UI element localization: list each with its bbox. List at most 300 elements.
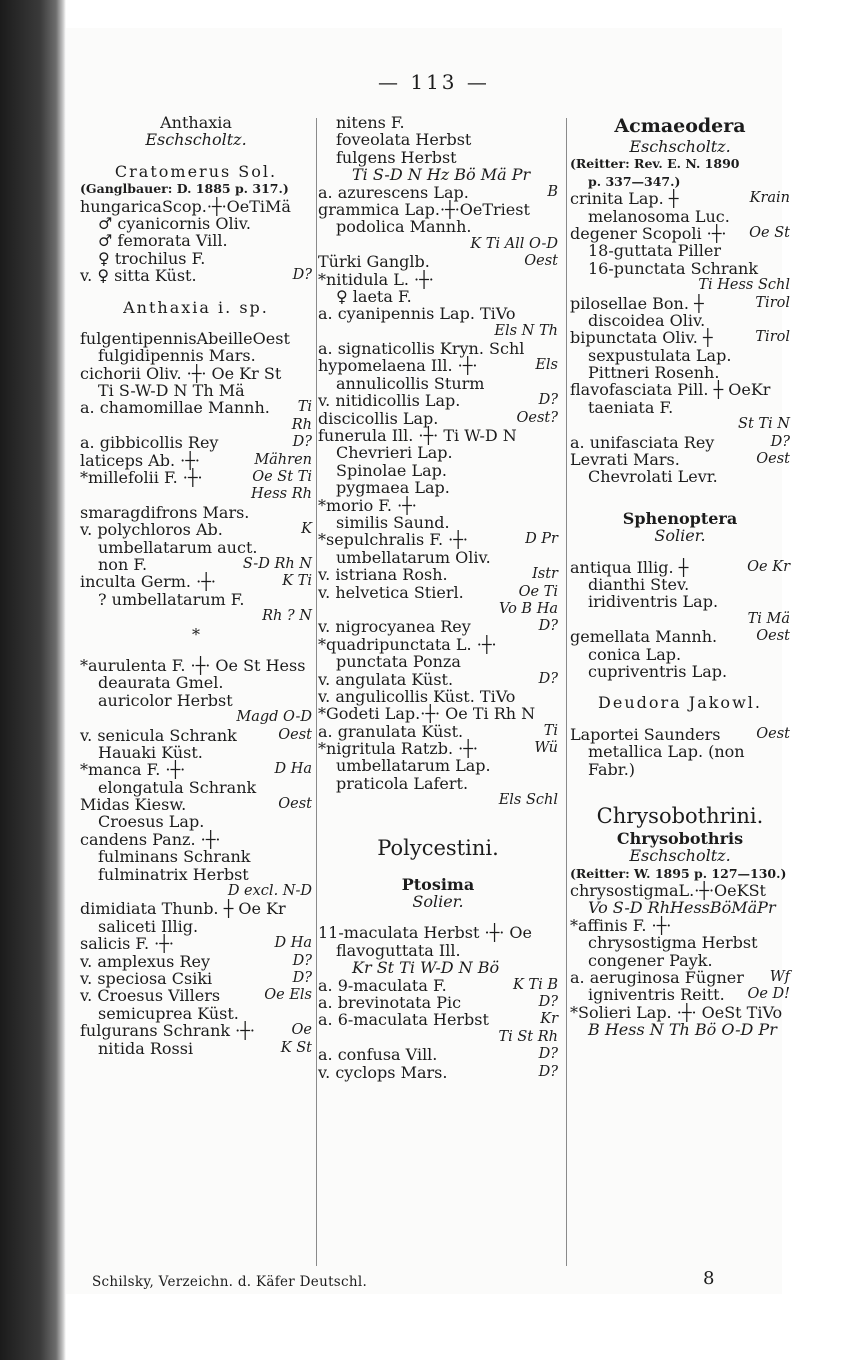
catalog-line: [318, 942, 558, 959]
entry-text: ♂ cyanicornis Oliv.: [98, 213, 251, 233]
catalog-line: [318, 166, 558, 183]
entry-text: v. Croesus Villers: [80, 986, 221, 1006]
catalog-line: [570, 593, 790, 610]
entry-text: umbellatarum Lap.: [336, 756, 491, 776]
entry-text: (Reitter: W. 1895 p. 127—130.): [570, 865, 787, 881]
distribution-text: Wf: [769, 969, 790, 986]
entry-text: v. ♀ sitta Küst.: [80, 266, 197, 286]
entry-text: crinita Lap. ┼: [570, 189, 679, 209]
catalog-line: [318, 740, 558, 757]
distribution-text: Els N Th: [494, 322, 558, 339]
catalog-line: [318, 184, 558, 201]
entry-text: a. 9-maculata F.: [318, 975, 447, 995]
footer-citation: Schilsky, Verzeichn. d. Käfer Deutschl.: [92, 1274, 368, 1290]
distribution-text: D?: [538, 670, 558, 687]
catalog-line: [318, 1064, 558, 1081]
catalog-line: [318, 549, 558, 566]
entry-text: fulminatrix Herbst: [98, 864, 249, 884]
entry-text: a. gibbicollis Rey: [80, 433, 219, 453]
catalog-line: [80, 813, 312, 830]
entry-text: Kr St Ti W-D N Bö: [352, 958, 500, 978]
entry-text: a. signaticollis Kryn. Schl: [318, 339, 525, 359]
entry-text: v. amplexus Rey: [80, 951, 211, 971]
entry-text: chrysostigma Herbst: [588, 933, 758, 953]
entry-text: a. brevinotata Pic: [318, 992, 462, 1012]
catalog-line: [80, 657, 312, 674]
entry-text: dianthi Stev.: [588, 574, 690, 594]
catalog-line: [80, 608, 312, 625]
entry-text: Eschscholtz.: [629, 846, 731, 866]
catalog-line: [80, 935, 312, 952]
entry-text: v. nigrocyanea Rey: [318, 617, 471, 637]
catalog-line: [570, 743, 790, 760]
catalog-line: [318, 218, 558, 235]
catalog-line: [80, 114, 312, 131]
distribution-text: D?: [538, 1063, 558, 1080]
entry-text: v. senicula Schrank: [80, 725, 237, 745]
entry-text: ♀ laeta F.: [336, 286, 412, 306]
catalog-line: [80, 486, 312, 503]
entry-text: ♂ femorata Vill.: [98, 231, 228, 251]
distribution-text: Mähren: [254, 451, 312, 468]
catalog-line: [80, 556, 312, 573]
entry-text: umbellatarum Oliv.: [336, 547, 491, 567]
catalog-line: [570, 416, 790, 433]
entry-text: semicuprea Küst.: [98, 1003, 239, 1023]
catalog-line: [318, 1046, 558, 1063]
catalog-line: [318, 688, 558, 705]
catalog-line: [570, 347, 790, 364]
catalog-line: [318, 862, 558, 876]
entry-text: v. istriana Rosh.: [318, 565, 448, 585]
catalog-line: [318, 653, 558, 670]
entry-text: Sphenoptera: [622, 508, 738, 528]
entry-text: Chrysobothris: [616, 828, 744, 848]
catalog-line: [570, 295, 790, 312]
entry-text: *Solieri Lap. ·┼· OeSt TiVo: [570, 1002, 783, 1022]
entry-text: Chevrolati Levr.: [588, 467, 718, 487]
page-number: — 113 —: [378, 70, 490, 94]
entry-text: v. angulicollis Küst. TiVo: [318, 686, 516, 706]
catalog-line: [80, 131, 312, 148]
entry-text: nitida Rossi: [98, 1038, 194, 1058]
catalog-line: [570, 173, 790, 190]
entry-text: Hauaki Küst.: [98, 742, 203, 762]
entry-text: v. polychloros Ab.: [80, 520, 223, 540]
catalog-line: [80, 761, 312, 778]
entry-text: Pittneri Rosenh.: [588, 363, 720, 383]
entry-text: dimidiata Thunb. ┼ Oe Kr: [80, 899, 286, 919]
distribution-text: D?: [292, 267, 312, 284]
catalog-line: [570, 628, 790, 645]
signature-number: 8: [703, 1268, 715, 1289]
catalog-line: [570, 381, 790, 398]
entry-text: fulgidipennis Mars.: [98, 346, 256, 366]
catalog-line: [570, 451, 790, 468]
distribution-text: D?: [538, 618, 558, 635]
catalog-line: [80, 970, 312, 987]
column-left: [80, 114, 312, 1057]
entry-text: a. cyanipennis Lap. TiVo: [318, 304, 516, 324]
catalog-line: [80, 330, 312, 347]
catalog-line: [570, 611, 790, 628]
distribution-text: Oe D!: [747, 986, 790, 1003]
distribution-text: Oest?: [516, 409, 558, 426]
catalog-line: [570, 155, 790, 172]
entry-text: Eschscholtz.: [629, 137, 731, 156]
entry-text: igniventris Reitt.: [588, 985, 725, 1005]
catalog-line: [80, 434, 312, 451]
catalog-line: [318, 149, 558, 166]
catalog-line: [80, 539, 312, 556]
entry-text: a. unifasciata Rey: [570, 432, 715, 452]
catalog-line: [80, 779, 312, 796]
catalog-line: [80, 198, 312, 215]
catalog-line: [318, 288, 558, 305]
entry-text: 11-maculata Herbst ·┼· Oe: [318, 923, 532, 943]
entry-text: umbellatarum auct.: [98, 537, 258, 557]
catalog-line: [80, 316, 312, 330]
catalog-line: [570, 969, 790, 986]
catalog-line: [318, 253, 558, 270]
entry-text: a. aeruginosa Fügner: [570, 968, 744, 988]
distribution-text: K St: [280, 1039, 312, 1056]
catalog-line: [570, 545, 790, 559]
distribution-text: D?: [292, 969, 312, 986]
entry-text: nitens F.: [336, 113, 405, 132]
entry-text: hypomelaena Ill. ·┼·: [318, 356, 478, 376]
entry-text: Ti S-W-D N Th Mä: [98, 381, 245, 401]
entry-text: 18-guttata Piller: [588, 241, 721, 261]
catalog-line: [80, 267, 312, 284]
entry-text: Ptosima: [401, 874, 475, 894]
catalog-line: [570, 847, 790, 864]
catalog-line: [318, 618, 558, 635]
distribution-text: St Ti N: [738, 416, 790, 433]
distribution-text: Oe Ti: [518, 583, 558, 600]
entry-text: metallica Lap. (non: [588, 742, 745, 762]
catalog-line: [80, 452, 312, 469]
catalog-line: [570, 576, 790, 593]
catalog-line: [318, 636, 558, 653]
catalog-line: [570, 510, 790, 527]
catalog-line: [80, 180, 312, 197]
catalog-line: [80, 573, 312, 590]
catalog-line: [570, 694, 790, 711]
entry-text: antiqua Illig. ┼: [570, 557, 689, 577]
distribution-text: Ti Mä: [747, 610, 790, 627]
entry-text: Solier.: [654, 526, 706, 546]
entry-text: *manca F. ·┼·: [80, 760, 186, 780]
entry-text: (Ganglbauer: D. 1885 p. 317.): [80, 181, 289, 197]
catalog-line: [80, 744, 312, 761]
catalog-line: [570, 680, 790, 694]
catalog-line: [318, 462, 558, 479]
catalog-line: [318, 531, 558, 548]
distribution-text: D?: [292, 434, 312, 451]
entry-text: cupriventris Lap.: [588, 661, 728, 681]
entry-text: foveolata Herbst: [336, 130, 472, 150]
distribution-text: Oe Kr: [747, 558, 790, 575]
entry-text: Solier.: [412, 892, 464, 912]
catalog-line: [570, 761, 790, 778]
catalog-line: [80, 504, 312, 521]
catalog-line: [570, 663, 790, 680]
distribution-text: Ti: [297, 399, 312, 416]
entry-text: salicis F. ·┼·: [80, 934, 174, 954]
distribution-text: Oe: [291, 1022, 312, 1039]
catalog-line: [318, 323, 558, 340]
entry-text: Polycestini.: [377, 835, 499, 860]
entry-text: Chrysobothrini.: [596, 803, 764, 828]
entry-text: inculta Germ. ·┼·: [80, 572, 216, 592]
catalog-line: [80, 1040, 312, 1057]
entry-text: iridiventris Lap.: [588, 592, 719, 612]
entry-text: flavoguttata Ill.: [336, 940, 461, 960]
entry-text: a. 6-maculata Herbst: [318, 1010, 489, 1030]
catalog-line: [318, 514, 558, 531]
catalog-line: [570, 830, 790, 847]
entry-text: degener Scopoli ·┼·: [570, 223, 727, 243]
catalog-line: [80, 591, 312, 608]
distribution-text: D excl. N-D: [227, 883, 312, 900]
distribution-text: Krain: [749, 190, 790, 207]
catalog-line: [318, 340, 558, 357]
entry-text: Anthaxia: [160, 113, 232, 132]
catalog-line: [570, 225, 790, 242]
catalog-line: [318, 705, 558, 722]
column-rule-right: [566, 118, 567, 1266]
distribution-text: Istr: [532, 566, 558, 583]
catalog-line: [570, 1004, 790, 1021]
catalog-line: [318, 671, 558, 688]
distribution-text: Oest: [278, 726, 312, 743]
catalog-line: [570, 726, 790, 743]
catalog-line: [318, 444, 558, 461]
entry-text: Chevrieri Lap.: [336, 443, 453, 463]
entry-text: Vo S-D RhHessBöMäPr: [588, 898, 776, 918]
catalog-line: [570, 882, 790, 899]
catalog-line: [80, 987, 312, 1004]
catalog-line: [570, 190, 790, 207]
entry-text: *affinis F. ·┼·: [570, 915, 672, 935]
entry-text: bipunctata Oliv. ┼: [570, 328, 713, 348]
distribution-text: K Ti B: [512, 976, 558, 993]
entry-text: cichorii Oliv. ·┼· Oe Kr St: [80, 363, 282, 383]
entry-text: praticola Lafert.: [336, 773, 469, 793]
catalog-line: [80, 469, 312, 486]
entry-text: *morio F. ·┼·: [318, 495, 417, 515]
entry-text: taeniata F.: [588, 397, 674, 417]
entry-text: Ti S-D N Hz Bö Mä Pr: [352, 165, 531, 185]
distribution-text: D Pr: [525, 531, 558, 548]
distribution-text: S-D Rh N: [242, 555, 312, 572]
catalog-line: [570, 934, 790, 951]
catalog-line: [570, 114, 790, 138]
entry-text: Eschscholtz.: [145, 130, 247, 150]
entry-text: Cratomerus Sol.: [114, 161, 278, 181]
catalog-line: [570, 138, 790, 155]
catalog-line: [570, 242, 790, 259]
entry-text: (Reitter: Rev. E. N. 1890: [570, 156, 740, 172]
distribution-text: Kr: [540, 1011, 558, 1028]
catalog-line: [318, 236, 558, 253]
distribution-text: Oe St: [749, 224, 790, 241]
page-binding-shadow: [0, 0, 66, 1360]
entry-text: hungaricaScop.·┼·OeTiMä: [80, 196, 291, 216]
entry-text: pilosellae Bon. ┼: [570, 293, 704, 313]
catalog-line: [570, 399, 790, 416]
catalog-line: [570, 646, 790, 663]
distribution-text: Hess Rh: [251, 486, 312, 503]
catalog-line: [570, 802, 790, 830]
distribution-text: Oest: [756, 451, 790, 468]
entry-text: elongatula Schrank: [98, 777, 257, 797]
catalog-line: [570, 917, 790, 934]
catalog-line: [80, 674, 312, 691]
entry-text: Fabr.): [588, 759, 636, 779]
catalog-line: [80, 399, 312, 416]
distribution-text: Els Schl: [498, 792, 558, 809]
entry-text: Acmaeodera: [614, 115, 746, 137]
entry-text: melanosoma Luc.: [588, 206, 730, 226]
catalog-line: [318, 375, 558, 392]
catalog-line: [570, 778, 790, 802]
distribution-text: Magd O-D: [236, 709, 312, 726]
catalog-line: [570, 1021, 790, 1038]
entry-text: a. azurescens Lap.: [318, 182, 469, 202]
entry-text: discoidea Oliv.: [588, 310, 706, 330]
entry-text: Deudora Jakowl.: [598, 693, 762, 713]
distribution-text: Oe Els: [264, 987, 312, 1004]
catalog-line: [318, 792, 558, 809]
catalog-line: [80, 163, 312, 180]
entry-text: Croesus Lap.: [98, 812, 205, 832]
catalog-line: [570, 277, 790, 294]
entry-text: Türki Ganglb.: [318, 252, 430, 272]
catalog-line: [570, 208, 790, 225]
catalog-line: [318, 1011, 558, 1028]
entry-text: *Godeti Lap.·┼· Oe Ti Rh N: [318, 704, 536, 724]
catalog-line: [80, 848, 312, 865]
catalog-line: [318, 271, 558, 288]
catalog-line: [80, 918, 312, 935]
catalog-line: [318, 114, 558, 131]
catalog-line: [570, 527, 790, 544]
entry-text: smaragdifrons Mars.: [80, 502, 250, 522]
catalog-line: [80, 285, 312, 299]
catalog-line: [570, 260, 790, 277]
entry-text: v. speciosa Csiki: [80, 968, 213, 988]
entry-text: fulgurans Schrank ·┼·: [80, 1021, 255, 1041]
entry-text: fulgentipennisAbeilleOest: [80, 328, 290, 348]
catalog-line: [80, 883, 312, 900]
distribution-text: Ti Hess Schl: [698, 277, 790, 294]
distribution-text: Oest: [524, 253, 558, 270]
entry-text: v. angulata Küst.: [318, 669, 454, 689]
entry-text: *: [192, 624, 200, 644]
entry-text: v. nitidicollis Lap.: [318, 391, 461, 411]
catalog-line: [318, 305, 558, 322]
catalog-line: [318, 566, 558, 583]
distribution-text: Oest: [756, 628, 790, 645]
distribution-text: D?: [538, 993, 558, 1010]
catalog-line: [318, 723, 558, 740]
catalog-line: [80, 521, 312, 538]
entry-text: gemellata Mannh.: [570, 627, 718, 647]
column-rule-left: [316, 118, 317, 1266]
entry-text: a. chamomillae Mannh.: [80, 398, 270, 418]
catalog-line: [318, 876, 558, 893]
catalog-line: [318, 924, 558, 941]
catalog-line: [318, 410, 558, 427]
catalog-line: [80, 626, 312, 643]
catalog-line: [80, 727, 312, 744]
entry-text: ♀ trochilus F.: [98, 248, 206, 268]
catalog-line: [318, 479, 558, 496]
distribution-text: Ti: [543, 722, 558, 739]
entry-text: funerula Ill. ·┼· Ti W-D N: [318, 426, 517, 446]
catalog-line: [570, 899, 790, 916]
catalog-line: [570, 712, 790, 726]
catalog-line: [318, 757, 558, 774]
distribution-text: Tirol: [755, 329, 790, 346]
catalog-line: [80, 1022, 312, 1039]
entry-text: flavofasciata Pill. ┼ OeKr: [570, 380, 771, 400]
catalog-line: [318, 201, 558, 218]
entry-text: *quadripunctata L. ·┼·: [318, 634, 497, 654]
entry-text: Anthaxia i. sp.: [123, 297, 269, 317]
entry-text: grammica Lap.·┼·OeTriest: [318, 199, 530, 219]
entry-text: non F.: [98, 554, 148, 574]
catalog-line: [80, 643, 312, 657]
catalog-line: [318, 427, 558, 444]
entry-text: *aurulenta F. ·┼· Oe St Hess: [80, 655, 306, 675]
distribution-text: Oest: [756, 725, 790, 742]
entry-text: podolica Mannh.: [336, 217, 472, 237]
entry-text: deaurata Gmel.: [98, 673, 224, 693]
catalog-line: [80, 215, 312, 232]
catalog-line: [318, 1029, 558, 1046]
catalog-line: [570, 312, 790, 329]
catalog-line: [80, 299, 312, 316]
entry-text: v. helvetica Stierl.: [318, 582, 464, 602]
catalog-line: [570, 434, 790, 451]
entry-text: Midas Kiesw.: [80, 795, 187, 815]
entry-text: congener Payk.: [588, 950, 713, 970]
catalog-line: [318, 994, 558, 1011]
catalog-line: [570, 486, 790, 510]
catalog-line: [80, 365, 312, 382]
catalog-line: [570, 865, 790, 882]
entry-text: *millefolii F. ·┼·: [80, 468, 203, 488]
catalog-line: [80, 709, 312, 726]
entry-text: ? umbellatarum F.: [98, 589, 245, 609]
entry-text: *sepulchralis F. ·┼·: [318, 530, 468, 550]
catalog-line: [318, 977, 558, 994]
distribution-text: K Ti: [282, 573, 312, 590]
entry-text: fulminans Schrank: [98, 847, 251, 867]
catalog-line: [318, 893, 558, 910]
entry-text: a. confusa Vill.: [318, 1045, 438, 1065]
entry-text: pygmaea Lap.: [336, 478, 450, 498]
catalog-line: [318, 775, 558, 792]
distribution-text: D?: [538, 392, 558, 409]
catalog-line: [80, 250, 312, 267]
distribution-text: Ti St Rh: [498, 1028, 558, 1045]
distribution-text: Rh ? N: [262, 608, 312, 625]
entry-text: a. granulata Küst.: [318, 721, 464, 741]
